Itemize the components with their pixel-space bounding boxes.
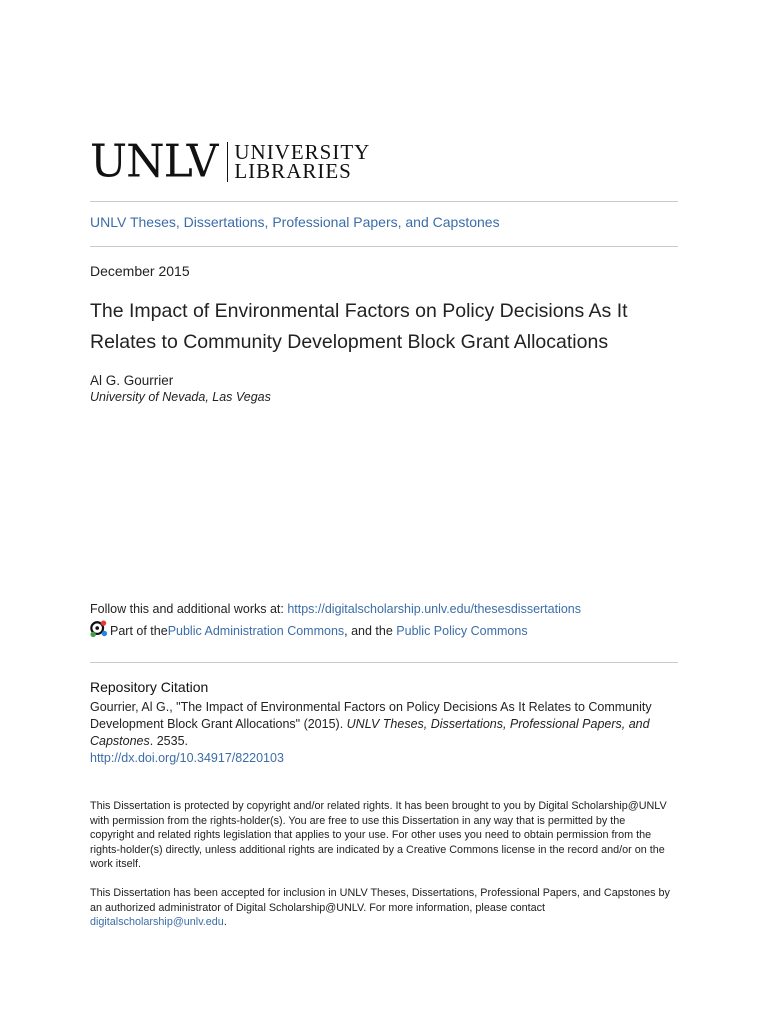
follow-prefix: Follow this and additional works at: (90, 602, 288, 616)
logo-line-libraries: LIBRARIES (234, 159, 352, 183)
part-of-prefix: Part of the (110, 624, 168, 638)
divider-series (90, 246, 678, 247)
citation-text: Gourrier, Al G., "The Impact of Environmental Factors on Policy Decisions As It Relates to Community Development Block Grant Allocations" (2015). (90, 700, 652, 731)
contact-email-link[interactable]: digitalscholarship@unlv.edu (90, 916, 224, 929)
logo-subtitle (234, 140, 371, 183)
unlv-libraries-logo (90, 135, 371, 188)
divider-top (90, 201, 678, 202)
logo-divider (227, 142, 228, 182)
author-name: Al G. Gourrier (90, 373, 174, 388)
follow-line (90, 602, 581, 616)
part-of-middle: , and the (344, 624, 397, 638)
public-administration-commons-link[interactable]: Public Administration Commons (167, 624, 345, 638)
public-policy-commons-link[interactable]: Public Policy Commons (396, 624, 528, 638)
acceptance-end: . (223, 916, 227, 929)
repository-citation (90, 699, 680, 767)
repository-citation-heading: Repository Citation (90, 679, 209, 695)
doi-link[interactable]: http://dx.doi.org/10.34917/8220103 (90, 751, 284, 765)
acceptance-statement (90, 886, 670, 930)
citation-number: . 2535. (149, 734, 188, 748)
publication-date: December 2015 (90, 263, 190, 279)
collection-url-link[interactable]: https://digitalscholarship.unlv.edu/thesesdissertations (287, 602, 582, 616)
logo-mark: UNLV (90, 135, 218, 188)
citation-series: UNLV Theses, Dissertations, Professional Papers, and Capstones (90, 717, 650, 748)
divider-citation (90, 662, 678, 663)
author-affiliation: University of Nevada, Las Vegas (90, 390, 271, 404)
acceptance-text: This Dissertation has been accepted for inclusion in UNLV Theses, Dissertations, Professional Papers, and Capstones by an authorized administrator of Digital Scholarship@UNLV. For more information, please contact (90, 887, 670, 914)
rights-statement: This Dissertation is protected by copyright and/or related rights. It has been brought to you by Digital Scholarship@UNLV with permission from the rights-holder(s). You are free to use this Dissertation in any way that is permitted by the copyright and related rights legislation that applies to your use. For other uses you need to obtain permission from the rights-holder(s) directly, unless additional rights are indicated by a Creative Commons license in the record and/or on the work itself. (90, 800, 667, 871)
series-link[interactable]: UNLV Theses, Dissertations, Professional Papers, and Capstones (90, 214, 500, 230)
document-title: The Impact of Environmental Factors on Policy Decisions As It Relates to Community Development Block Grant Allocations (90, 300, 628, 353)
part-of-line (90, 624, 528, 638)
logo-line-university: UNIVERSITY (234, 140, 371, 164)
network-commons-icon (90, 620, 108, 638)
